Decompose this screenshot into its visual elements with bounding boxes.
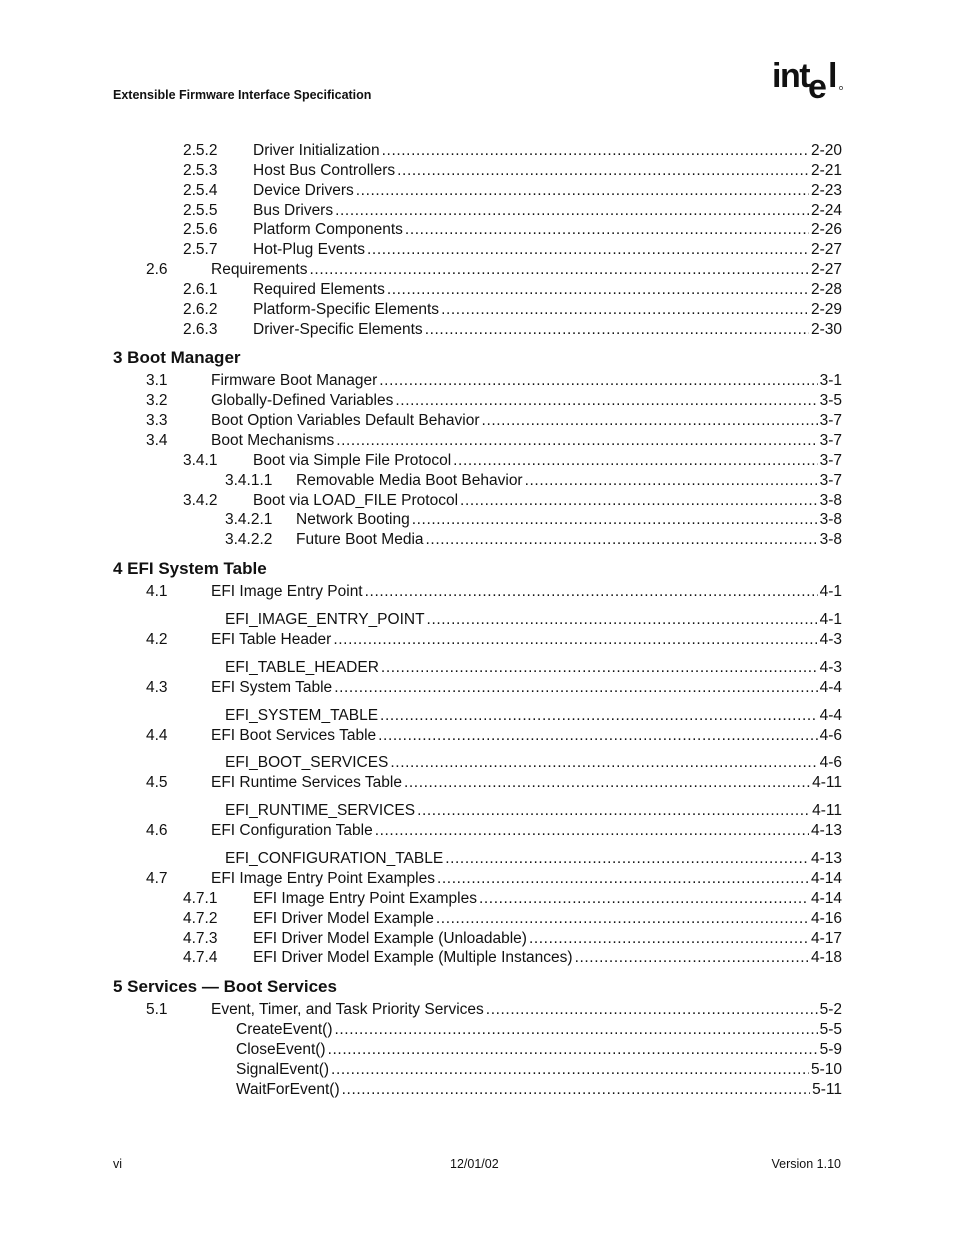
toc-entry[interactable] xyxy=(0,201,954,221)
dot-leader xyxy=(331,1060,809,1080)
toc-entry-page: 2-28 xyxy=(810,280,842,298)
dot-leader xyxy=(397,161,809,181)
toc-entry-title: Device Drivers xyxy=(253,181,354,199)
toc-entry-page: 4-13 xyxy=(810,850,842,868)
toc-entry[interactable] xyxy=(0,678,954,698)
dot-leader xyxy=(460,491,818,511)
toc-entry[interactable] xyxy=(0,220,954,240)
document-header-title: Extensible Firmware Interface Specification xyxy=(113,88,372,102)
dot-leader xyxy=(427,610,818,630)
toc-entry-page: 4-3 xyxy=(819,658,842,676)
toc-entry-title: Driver-Specific Elements xyxy=(253,320,423,338)
dot-leader xyxy=(382,141,809,161)
dot-leader xyxy=(412,510,818,530)
dot-leader xyxy=(437,869,809,889)
toc-entry-number: 3.4 xyxy=(146,431,168,449)
toc-entry-number: 3.4.1.1 xyxy=(225,471,273,489)
dot-leader xyxy=(380,706,818,726)
toc-entry-page: 4-11 xyxy=(812,774,842,792)
toc-entry-title: Platform Components xyxy=(253,221,403,239)
toc-entry-page: 5-11 xyxy=(812,1080,842,1098)
dot-leader xyxy=(426,530,818,550)
toc-entry-page: 2-27 xyxy=(810,241,842,259)
toc-entry-title: SignalEvent() xyxy=(236,1060,330,1078)
toc-entry[interactable] xyxy=(0,1020,954,1040)
dot-leader xyxy=(367,240,809,260)
dot-leader xyxy=(333,630,817,650)
toc-entry-page: 5-10 xyxy=(810,1060,842,1078)
dot-leader xyxy=(334,678,817,698)
toc-entry-number: 3.4.2.2 xyxy=(225,531,273,549)
toc-entry-page: 4-13 xyxy=(810,822,842,840)
dot-leader xyxy=(445,849,809,869)
toc-chapter-heading[interactable]: 5 Services — Boot Services xyxy=(113,977,337,997)
toc-entry[interactable] xyxy=(0,650,954,678)
dot-leader xyxy=(390,753,817,773)
toc-entry-page: 3-7 xyxy=(819,451,842,469)
footer-version: Version 1.10 xyxy=(771,1157,841,1171)
toc-entry[interactable] xyxy=(0,510,954,530)
toc-entry-number: 2.5.5 xyxy=(183,201,218,219)
toc-entry-page: 4-4 xyxy=(819,678,842,696)
dot-leader xyxy=(335,201,809,221)
dot-leader xyxy=(436,909,809,929)
toc-entry[interactable] xyxy=(0,471,954,491)
toc-entry[interactable] xyxy=(0,745,954,773)
dot-leader xyxy=(365,582,818,602)
toc-entry-title: Platform-Specific Elements xyxy=(253,300,440,318)
dot-leader xyxy=(479,889,809,909)
toc-entry[interactable] xyxy=(0,260,954,280)
toc-entry[interactable] xyxy=(0,411,954,431)
dot-leader xyxy=(310,260,809,280)
toc-entry-page: 5-9 xyxy=(819,1041,842,1058)
toc-entry[interactable] xyxy=(0,1000,954,1020)
dot-leader xyxy=(482,411,818,431)
intel-logo xyxy=(770,58,846,104)
table-of-contents xyxy=(0,141,954,1100)
toc-entry-page: 4-18 xyxy=(810,949,842,967)
toc-entry-title: Requirements xyxy=(211,261,308,279)
toc-chapter-heading[interactable]: 3 Boot Manager xyxy=(113,348,241,368)
toc-entry-page: 5-5 xyxy=(819,1021,842,1039)
toc-entry-title: Required Elements xyxy=(253,280,385,298)
toc-entry-page: 4-17 xyxy=(810,929,842,947)
toc-entry-page: 2-30 xyxy=(810,320,842,338)
toc-entry[interactable] xyxy=(0,431,954,451)
toc-entry[interactable] xyxy=(0,726,954,746)
toc-entry-number: 2.5.7 xyxy=(183,241,218,259)
toc-entry-page: 4-14 xyxy=(810,870,842,888)
toc-entry-page: 2-24 xyxy=(810,201,842,219)
dot-leader xyxy=(336,431,817,451)
toc-entry-number: 4.4 xyxy=(146,726,168,744)
toc-entry-title: EFI Image Entry Point xyxy=(211,583,363,601)
dot-leader xyxy=(404,773,810,793)
toc-entry[interactable] xyxy=(0,280,954,300)
toc-entry[interactable] xyxy=(0,698,954,726)
toc-entry-title: Future Boot Media xyxy=(296,531,424,549)
toc-entry[interactable] xyxy=(0,821,954,841)
toc-entry[interactable] xyxy=(0,371,954,391)
toc-entry[interactable] xyxy=(0,391,954,411)
toc-entry-number: 4.7 xyxy=(146,870,168,888)
svg-text:e: e xyxy=(808,68,827,104)
toc-entry-page: 3-1 xyxy=(819,372,842,390)
toc-entry[interactable] xyxy=(0,1060,954,1080)
toc-entry-page: 2-27 xyxy=(810,261,842,279)
toc-entry[interactable] xyxy=(0,181,954,201)
toc-entry-title: Network Booting xyxy=(296,511,410,529)
dot-leader xyxy=(575,948,809,968)
toc-entry-number: 3.3 xyxy=(146,412,168,430)
toc-entry-number: 3.1 xyxy=(146,372,168,390)
toc-entry-page: 3-5 xyxy=(819,392,842,410)
toc-entry-number: 3.4.2.1 xyxy=(225,511,273,529)
toc-entry-title: Boot via LOAD_FILE Protocol xyxy=(253,491,459,509)
toc-entry[interactable] xyxy=(0,929,954,949)
toc-entry-title: CloseEvent() xyxy=(236,1041,326,1058)
dot-leader xyxy=(328,1040,818,1060)
toc-entry-page: 4-14 xyxy=(810,889,842,907)
toc-entry-number: 2.5.6 xyxy=(183,221,218,239)
toc-entry-page: 4-6 xyxy=(819,726,842,744)
toc-entry-title: Boot Mechanisms xyxy=(211,431,335,449)
toc-entry-title: Driver Initialization xyxy=(253,142,380,159)
footer-date: 12/01/02 xyxy=(450,1157,499,1171)
toc-entry-page: 3-8 xyxy=(819,511,842,529)
toc-entry-number: 4.2 xyxy=(146,630,168,648)
toc-entry[interactable] xyxy=(0,841,954,869)
dot-leader xyxy=(529,929,809,949)
dot-leader xyxy=(525,471,818,491)
toc-entry[interactable] xyxy=(0,161,954,181)
dot-leader xyxy=(405,220,809,240)
toc-entry-page: 4-6 xyxy=(819,754,842,772)
toc-entry-page: 3-8 xyxy=(819,491,842,509)
toc-entry[interactable] xyxy=(0,582,954,602)
toc-entry-number: 2.5.2 xyxy=(183,142,218,159)
toc-entry-title: EFI Boot Services Table xyxy=(211,726,377,744)
toc-chapter-heading[interactable]: 4 EFI System Table xyxy=(113,559,267,579)
toc-entry-number: 4.6 xyxy=(146,822,168,840)
toc-entry-number: 2.6.2 xyxy=(183,300,218,318)
toc-entry-page: 4-1 xyxy=(819,583,842,601)
toc-entry[interactable] xyxy=(0,869,954,889)
dot-leader xyxy=(486,1000,818,1020)
toc-entry-number: 4.7.3 xyxy=(183,929,218,947)
toc-entry-page: 2-29 xyxy=(810,300,842,318)
toc-entry-number: 3.4.1 xyxy=(183,451,218,469)
toc-entry-title: Bus Drivers xyxy=(253,201,334,219)
dot-leader xyxy=(378,726,817,746)
dot-leader xyxy=(334,1020,817,1040)
toc-entry-page: 3-8 xyxy=(819,531,842,549)
toc-entry-page: 4-11 xyxy=(812,802,842,820)
toc-entry[interactable] xyxy=(0,300,954,320)
toc-entry-number: 2.6 xyxy=(146,261,168,279)
toc-entry-page: 2-20 xyxy=(810,142,842,159)
dot-leader xyxy=(342,1080,810,1100)
toc-entry[interactable] xyxy=(0,451,954,471)
toc-entry-page: 4-16 xyxy=(810,909,842,927)
toc-entry-number: 4.1 xyxy=(146,583,168,601)
dot-leader xyxy=(417,801,810,821)
toc-entry-page: 3-7 xyxy=(819,471,842,489)
toc-entry-title: EFI Driver Model Example (Multiple Instances) xyxy=(253,949,573,967)
toc-entry[interactable] xyxy=(0,530,954,550)
toc-entry-page: 3-7 xyxy=(819,431,842,449)
toc-entry-title: EFI_TABLE_HEADER xyxy=(225,658,379,676)
dot-leader xyxy=(379,371,817,391)
toc-entry-number: 5.1 xyxy=(146,1001,168,1019)
dot-leader xyxy=(441,300,809,320)
toc-entry-number: 3.4.2 xyxy=(183,491,218,509)
toc-entry-title: Hot-Plug Events xyxy=(253,241,365,259)
toc-entry-title: Removable Media Boot Behavior xyxy=(296,471,523,489)
dot-leader xyxy=(381,658,818,678)
toc-entry-page: 3-7 xyxy=(819,412,842,430)
toc-entry-page: 2-23 xyxy=(810,181,842,199)
toc-entry-title: EFI Configuration Table xyxy=(211,822,373,840)
dot-leader xyxy=(375,821,809,841)
svg-text:int: int xyxy=(772,58,810,95)
toc-entry[interactable] xyxy=(0,320,954,340)
toc-entry-title: EFI Driver Model Example xyxy=(253,909,434,927)
toc-entry-page: 2-26 xyxy=(810,221,842,239)
toc-entry-number: 4.3 xyxy=(146,678,168,696)
toc-entry-title: Boot via Simple File Protocol xyxy=(253,451,452,469)
toc-entry-number: 4.5 xyxy=(146,774,168,792)
dot-leader xyxy=(453,451,817,471)
footer-page-number: vi xyxy=(113,1157,123,1171)
toc-entry[interactable] xyxy=(0,141,954,161)
toc-entry-title: Firmware Boot Manager xyxy=(211,372,378,390)
toc-entry-title: EFI_RUNTIME_SERVICES xyxy=(225,802,416,820)
toc-entry-title: EFI System Table xyxy=(211,678,333,696)
toc-entry[interactable] xyxy=(0,948,954,968)
toc-entry-title: EFI Image Entry Point Examples xyxy=(211,870,435,888)
toc-entry-number: 2.6.3 xyxy=(183,320,218,338)
toc-entry-page: 4-3 xyxy=(819,630,842,648)
toc-entry-page: 4-1 xyxy=(819,610,842,628)
toc-entry-title: EFI_IMAGE_ENTRY_POINT xyxy=(225,610,425,628)
toc-entry-title: CreateEvent() xyxy=(236,1021,333,1039)
toc-entry-title: WaitForEvent() xyxy=(236,1080,340,1098)
toc-entry-title: EFI_SYSTEM_TABLE xyxy=(225,706,379,724)
toc-entry-title: EFI Runtime Services Table xyxy=(211,774,402,792)
toc-entry-number: 2.5.3 xyxy=(183,161,218,179)
dot-leader xyxy=(395,391,817,411)
dot-leader xyxy=(356,181,809,201)
svg-text:l: l xyxy=(828,58,838,95)
toc-entry-title: EFI Table Header xyxy=(211,630,332,648)
toc-entry[interactable] xyxy=(0,1080,954,1100)
toc-entry[interactable] xyxy=(0,889,954,909)
toc-entry-page: 4-4 xyxy=(819,706,842,724)
toc-entry-title: Host Bus Controllers xyxy=(253,161,396,179)
toc-entry-number: 2.6.1 xyxy=(183,280,218,298)
toc-entry[interactable] xyxy=(0,602,954,630)
toc-entry-number: 4.7.2 xyxy=(183,909,218,927)
toc-entry[interactable] xyxy=(0,630,954,650)
dot-leader xyxy=(425,320,809,340)
toc-entry-title: EFI_BOOT_SERVICES xyxy=(225,754,389,772)
toc-entry-title: EFI Driver Model Example (Unloadable) xyxy=(253,929,527,947)
toc-entry[interactable] xyxy=(0,1040,954,1060)
toc-entry-number: 2.5.4 xyxy=(183,181,218,199)
toc-entry-number: 4.7.4 xyxy=(183,949,218,967)
toc-entry-title: EFI Image Entry Point Examples xyxy=(253,889,477,907)
toc-entry-title: Event, Timer, and Task Priority Services xyxy=(211,1001,484,1019)
toc-entry[interactable] xyxy=(0,491,954,511)
toc-entry[interactable] xyxy=(0,773,954,793)
toc-entry-number: 4.7.1 xyxy=(183,889,218,907)
toc-entry-page: 2-21 xyxy=(810,161,842,179)
toc-entry-page: 5-2 xyxy=(819,1001,842,1019)
toc-entry-title: EFI_CONFIGURATION_TABLE xyxy=(225,850,444,868)
toc-entry-title: Boot Option Variables Default Behavior xyxy=(211,412,480,430)
toc-entry-number: 3.2 xyxy=(146,392,168,410)
dot-leader xyxy=(387,280,809,300)
toc-entry[interactable] xyxy=(0,240,954,260)
toc-entry[interactable] xyxy=(0,793,954,821)
toc-entry[interactable] xyxy=(0,909,954,929)
toc-entry-title: Globally-Defined Variables xyxy=(211,392,394,410)
